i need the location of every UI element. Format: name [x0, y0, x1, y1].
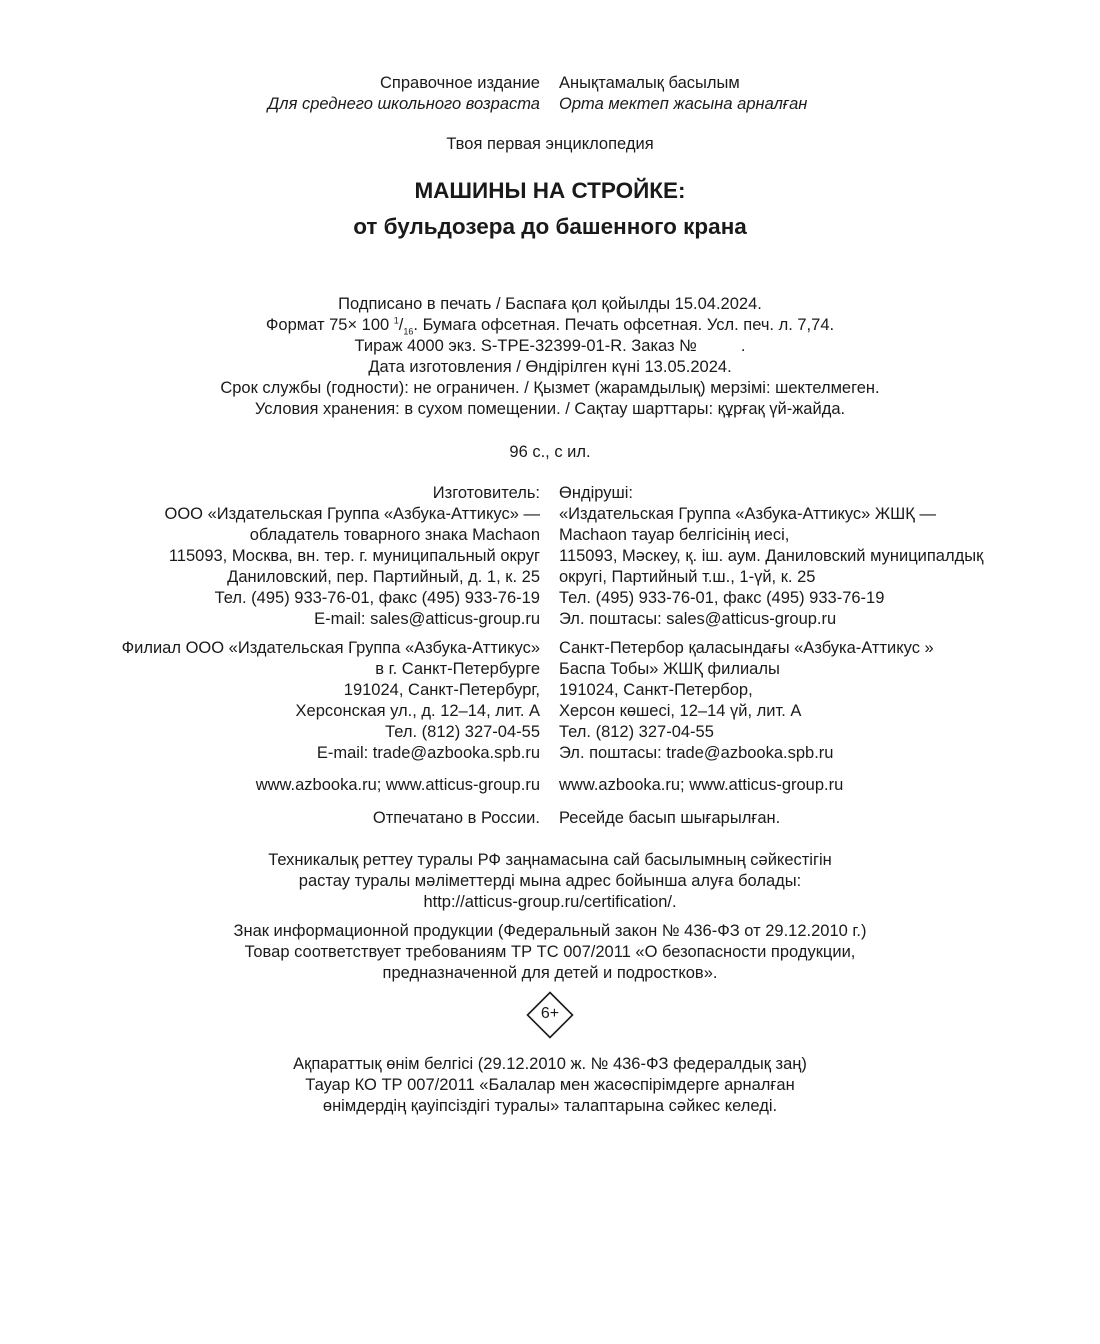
branch-kz-line: 191024, Санкт-Петербор,: [559, 681, 753, 699]
series-name: Твоя первая энциклопедия: [446, 135, 654, 153]
branch-kz-line: Баспа Тобы» ЖШҚ филиалы: [559, 660, 780, 678]
imprint-made-date: Дата изготовления / Өндірілген күні 13.05.2024.: [368, 358, 732, 376]
info-sign-kz-line: өнімдердің қауіпсіздігі туралы» талаптарына сәйкес келеді.: [322, 1097, 778, 1115]
websites-ru: www.azbooka.ru; www.atticus-group.ru: [255, 776, 540, 794]
branch-ru-line: в г. Санкт-Петербурге: [375, 660, 540, 678]
info-sign-ru: [0, 921, 1100, 984]
page-count: 96 с., с ил.: [509, 443, 591, 461]
manufacturer-ru-line: обладатель товарного знака Machaon: [249, 526, 540, 544]
manufacturer-ru-line: 115093, Москва, вн. тер. г. муниципальный округ: [168, 547, 540, 565]
info-sign-kz-line: Ақпараттық өнім белгісі (29.12.2010 ж. № 436-ФЗ федералдық заң): [293, 1055, 807, 1073]
imprint-block: [0, 294, 1100, 420]
websites-kz: www.azbooka.ru; www.atticus-group.ru: [559, 776, 844, 794]
manufacturer-ru: [164, 483, 540, 630]
imprint-shelf-life: Срок службы (годности): не ограничен. / Қызмет (жарамдылық) мерзімі: шектелмеген.: [220, 379, 880, 397]
book-title: МАШИНЫ НА СТРОЙКЕ:: [414, 178, 686, 203]
branch-kz-line: Тел. (812) 327-04-55: [559, 723, 714, 741]
imprint-storage: Условия хранения: в сухом помещении. / Сақтау шарттары: құрғақ үй-жайда.: [254, 400, 846, 418]
imprint-format: Формат 75× 100 $^1/_{16}$. Бумага офсетная. Печать офсетная. Усл. печ. л. 7,74.: [265, 315, 835, 337]
printed-kz: Ресейде басып шығарылған.: [559, 809, 781, 827]
manufacturer-kz: [559, 483, 983, 630]
certification-line: растау туралы мәліметтерді мына адрес бойынша алуға болады:: [298, 872, 802, 890]
age-rating-badge: [526, 991, 574, 1039]
imprint-signed: Подписано в печать / Баспаға қол қойылды 15.04.2024.: [338, 295, 762, 313]
branch-ru-line: Херсонская ул., д. 12–14, лит. А: [295, 702, 540, 720]
branch-ru-line: Филиал ООО «Издательская Группа «Азбука-Аттикус»: [121, 639, 540, 657]
kz-age-group: Орта мектеп жасына арналған: [559, 95, 808, 113]
info-sign-kz-line: Тауар КО ТР 007/2011 «Балалар мен жасөспірімдерге арналған: [305, 1076, 795, 1094]
manufacturer-kz-line: Machaon тауар белгісінің иесі,: [559, 526, 790, 544]
branch-ru-line: Тел. (812) 327-04-55: [385, 723, 540, 741]
header-ru: [268, 73, 540, 115]
branch-ru: [122, 638, 540, 764]
manufacturer-ru-line: Даниловский, пер. Партийный, д. 1, к. 25: [227, 568, 540, 586]
age-rating-label: 6+: [540, 1005, 560, 1022]
manufacturer-kz-line: округі, Партийный т.ш., 1-үй, к. 25: [559, 568, 816, 586]
certification-line: Техникалық реттеу туралы РФ заңнамасына сай басылымның сәйкестігін: [268, 851, 832, 869]
ru-publication-type: Справочное издание: [380, 74, 540, 92]
branch-ru-email: E-mail: trade@azbooka.spb.ru: [316, 744, 540, 762]
manufacturer-kz-line: Тел. (495) 933-76-01, факс (495) 933-76-19: [559, 589, 885, 607]
info-sign-ru-line: Знак информационной продукции (Федеральный закон № 436-ФЗ от 29.12.2010 г.): [233, 922, 867, 940]
manufacturer-ru-line: ООО «Издательская Группа «Азбука-Аттикус» —: [164, 505, 540, 523]
manufacturer-kz-line: 115093, Мәскеу, қ. іш. аум. Даниловский муниципалдық: [559, 547, 984, 565]
info-sign-kz: [0, 1054, 1100, 1117]
branch-ru-line: 191024, Санкт-Петербург,: [343, 681, 540, 699]
manufacturer-ru-email: E-mail: sales@atticus-group.ru: [314, 610, 540, 628]
branch-kz-line: Херсон көшесі, 12–14 үй, лит. А: [559, 702, 802, 720]
manufacturer-kz-line: «Издательская Группа «Азбука-Аттикус» ЖШҚ —: [559, 505, 936, 523]
manufacturer-ru-line: Тел. (495) 933-76-01, факс (495) 933-76-19: [214, 589, 540, 607]
manufacturer-ru-line: Изготовитель:: [432, 484, 540, 502]
branch-kz-email: Эл. поштасы: trade@azbooka.spb.ru: [559, 744, 834, 762]
printed-ru: Отпечатано в России.: [372, 809, 540, 827]
kz-publication-type: Анықтамалық басылым: [559, 74, 740, 92]
ru-age-group: Для среднего школьного возраста: [267, 95, 540, 113]
header-kz: [559, 73, 807, 115]
info-sign-ru-line: Товар соответствует требованиям ТР ТС 007/2011 «О безопасности продукции,: [244, 943, 856, 961]
info-sign-ru-line: предназначенной для детей и подростков».: [382, 964, 718, 982]
certification-block: [0, 850, 1100, 913]
manufacturer-kz-line: Өндіруші:: [559, 484, 633, 502]
branch-kz: [559, 638, 934, 764]
manufacturer-kz-email: Эл. поштасы: sales@atticus-group.ru: [559, 610, 837, 628]
imprint-print-run: Тираж 4000 экз. S-TPE-32399-01-R. Заказ № .: [354, 337, 746, 355]
certification-url: http://atticus-group.ru/certification/.: [423, 893, 677, 911]
branch-kz-line: Санкт-Петербор қаласындағы «Азбука-Аттикус »: [559, 639, 934, 657]
book-subtitle: от бульдозера до башенного крана: [353, 214, 747, 239]
